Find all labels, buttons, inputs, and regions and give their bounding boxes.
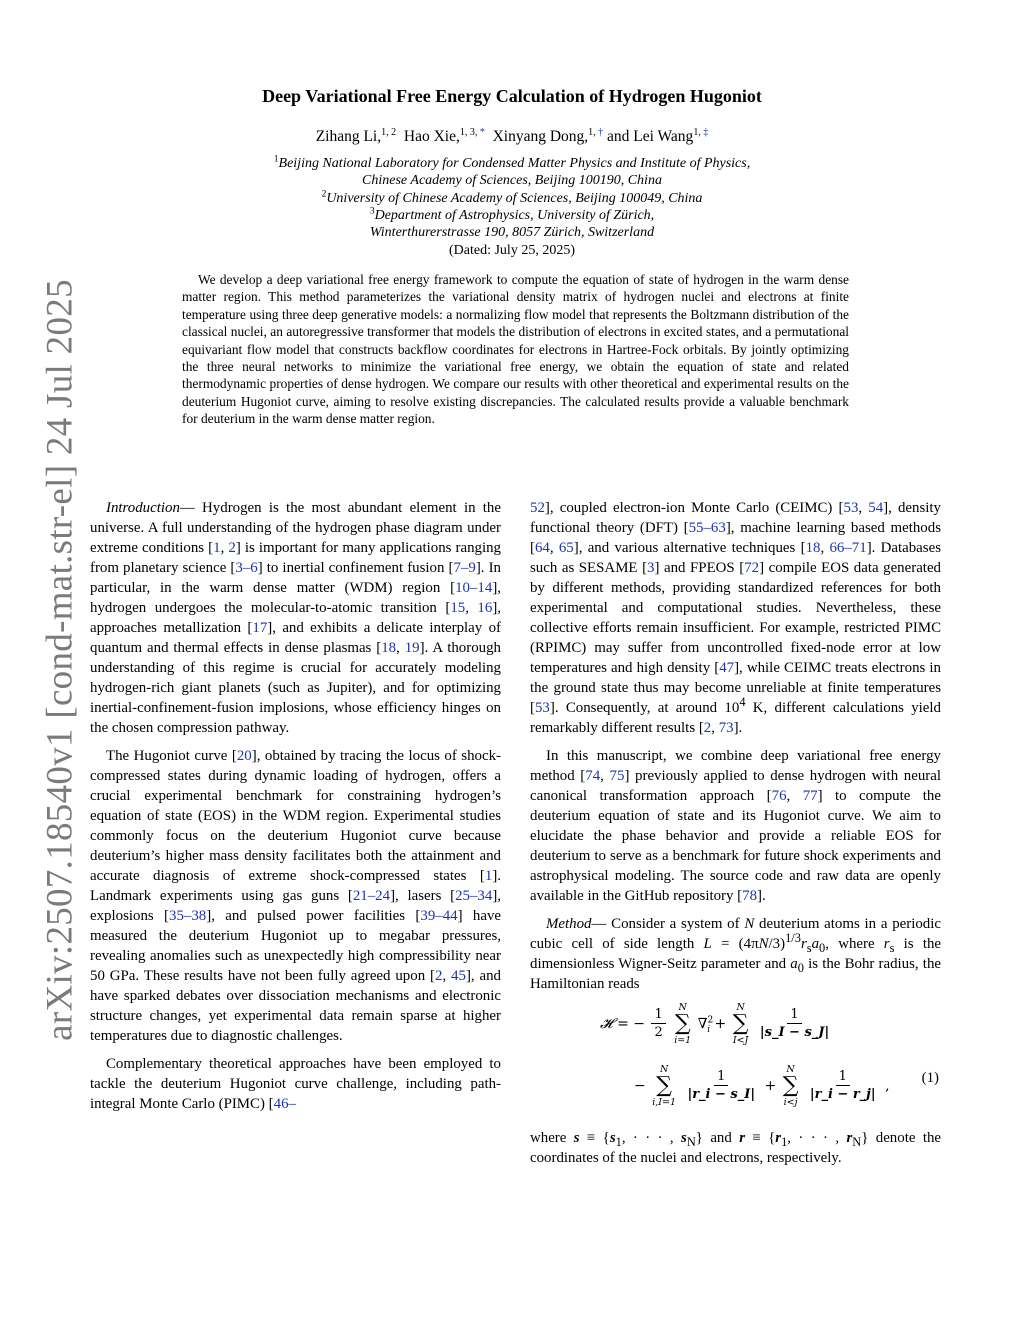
math-symbol: a — [811, 936, 820, 952]
citation-link[interactable]: 45 — [451, 968, 466, 984]
equation-comma: , — [885, 1078, 890, 1094]
text-run: ]. Landmark experiments using gas guns [ — [90, 868, 501, 904]
fraction-electron-repulsion: $\frac{1}{|r\_i - r\_j|}$ — [809, 1068, 876, 1102]
citation-link[interactable]: 46– — [273, 1096, 296, 1112]
text-run: 1/3 — [785, 931, 801, 946]
citation-link[interactable]: 17 — [252, 620, 268, 636]
text-run: K, different calculations yield remarkably different results [ — [530, 700, 941, 736]
text-run: ], and pulsed power facilities [ — [206, 908, 421, 924]
math-vector: r — [846, 1130, 853, 1146]
citation-link[interactable]: 18 — [381, 640, 397, 656]
citation-link[interactable]: 53 — [843, 500, 859, 516]
sum-nuclei-pairs: N ∑ I<J — [732, 1002, 749, 1046]
math-symbol: N — [744, 916, 755, 932]
text-run: = (4π — [711, 936, 759, 952]
text-run: , — [600, 768, 610, 784]
equation-line-1 — [600, 1002, 834, 1046]
text-run: ] to inertial confinement fusion [ — [257, 560, 454, 576]
text-run: , — [786, 788, 803, 804]
citation-link[interactable]: 72 — [744, 560, 760, 576]
citation-link[interactable]: 54 — [868, 500, 884, 516]
text-run: ]. A thorough understanding of this regime is crucial for accurately modeling hydrogen-rich giant planets (such as Jupiter), and for optimizing inertial-confinement-fusion implosions, whose efficiency hinges on the chosen compression pathway. — [90, 640, 501, 736]
affiliation-1-line2: Chinese Academy of Sciences, Beijing 100190, China — [362, 173, 662, 188]
citation-link[interactable]: 2 — [434, 968, 443, 984]
text-run: } denote the coordinates of the nuclei and electrons, respectively. — [530, 1130, 942, 1166]
text-run: — Consider a system of — [591, 916, 745, 932]
math-vector: s — [573, 1130, 580, 1146]
text-run: ] compile EOS data generated by different methods, providing standardized references for both experimental and computational studies. Nevertheless, these collective efforts remain insufficient. For example, restricted PIMC (RPIMC) may suffer from uncontrolled fixed-node error at low temperatures and high density [ — [530, 560, 941, 676]
citation-link[interactable]: 73 — [718, 720, 734, 736]
method-paragraph — [530, 914, 941, 994]
author-4-affil: 1, — [693, 126, 704, 138]
fraction-electron-nucleus: $\frac{1}{|r\_i - s\_I|}$ — [687, 1068, 756, 1102]
text-run: ≡ { — [744, 1130, 776, 1146]
text-run: N — [852, 1134, 862, 1149]
author-2-footnote-mark[interactable]: * — [479, 126, 485, 138]
text-run: The Hugoniot curve [ — [106, 748, 237, 764]
citation-link[interactable]: 1 — [484, 868, 493, 884]
citation-link[interactable]: 19 — [404, 640, 420, 656]
text-run: 0 — [797, 960, 804, 975]
affiliation-2-line1: University of Chinese Academy of Sciences, Beijing 100049, China — [326, 191, 703, 206]
sum-electron-pairs: N ∑ i<j — [782, 1064, 799, 1108]
affiliation-3-line2: Winterthurerstrasse 190, 8057 Zürich, Switzerland — [369, 225, 655, 240]
affiliation-1 — [150, 155, 874, 189]
text-run: ] is important for many applications ranging from planetary science [ — [90, 540, 501, 576]
citation-link[interactable]: 3–6 — [235, 560, 258, 576]
text-run: /3) — [768, 936, 786, 952]
text-run: ]. — [733, 720, 743, 736]
sum-electrons-kinetic: N ∑ i=1 — [674, 1002, 692, 1046]
text-run: N — [686, 1134, 696, 1149]
text-run: ], hydrogen undergoes the molecular-to-atomic transition [ — [90, 580, 501, 616]
text-run: ]. Consequently, at around 10 — [549, 700, 740, 716]
citation-link[interactable]: 15 — [450, 600, 466, 616]
author-2: Hao Xie, — [403, 128, 460, 145]
text-run: , — [465, 600, 478, 616]
laplacian: ∇$^2_i$ — [697, 1015, 714, 1035]
author-3-affil: 1, — [588, 126, 599, 138]
text-run: , — [396, 640, 405, 656]
manuscript-paragraph — [530, 746, 941, 906]
citation-link[interactable]: 47 — [719, 660, 735, 676]
text-run: , — [442, 968, 452, 984]
plus-sign: + — [714, 1016, 727, 1032]
text-run: ], approaches metallization [ — [90, 600, 501, 636]
hamiltonian-equation — [530, 1002, 941, 1120]
citation-link[interactable]: 64 — [534, 540, 550, 556]
author-3-footnote-mark[interactable]: † — [598, 126, 604, 138]
text-run: Complementary theoretical approaches have been employed to tackle the deuterium Hugoniot curve challenge, including path-integral Monte Carlo (PIMC) [ — [90, 1056, 501, 1112]
citation-link[interactable]: 25–34 — [455, 888, 493, 904]
text-run: , · · · , — [787, 1130, 847, 1146]
text-run: , where — [825, 936, 884, 952]
citation-link[interactable]: 65 — [558, 540, 574, 556]
text-run: ]. Databases such as SESAME [ — [530, 540, 941, 576]
citation-link[interactable]: 7–9 — [453, 560, 476, 576]
citation-link[interactable]: 76 — [771, 788, 787, 804]
math-vector: r — [775, 1130, 782, 1146]
text-run: ]. — [757, 888, 766, 904]
citation-link[interactable]: 74 — [585, 768, 601, 784]
text-run: ≡ { — [579, 1130, 610, 1146]
author-4-footnote-mark[interactable]: ‡ — [703, 126, 709, 138]
citation-link[interactable]: 1 — [213, 540, 221, 556]
intro-paragraph-3-continued — [530, 498, 941, 738]
citation-link[interactable]: 66–71 — [829, 540, 867, 556]
math-symbol: L — [703, 936, 712, 952]
author-1: Zihang Li, — [315, 128, 382, 145]
text-run: ] have measured the deuterium Hugoniot up to megabar pressures, revealing anomalies such as unexpectedly high compressibility near 50 GPa. These results have not been fully agreed upon [ — [90, 908, 502, 984]
affiliation-2 — [150, 190, 874, 207]
text-run: ]. In particular, in the warm dense matter (WDM) region [ — [90, 560, 501, 596]
abstract-text: We develop a deep variational free energy framework to compute the equation of state of hydrogen in the warm dense matter region. This method parameterizes the variational density matrix of hydrogen nuclei and electrons at finite temperature using three deep generative models: a normalizing flow model that represents the Boltzmann distribution of the classical nuclei, an autoregressive transformer that models the distribution of electrons in excited states, and a permutational equivariant flow model that constructs backflow coordinates for electrons in Hartree-Fock orbitals. By jointly optimizing the three neural networks to minimize the variational free energy, we obtain the equation of state and related thermodynamic properties of dense hydrogen. We compare our results with other theoretical and experimental results on the deuterium Hugoniot curve, aiming to resolve existing discrepancies. The calculated results provide a valuable benchmark for deuterium in the warm dense matter region. — [182, 272, 849, 427]
text-run: ] to compute the deuterium equation of state and its Hugoniot curve. We aim to elucidate the phase behavior and provide a reliable EOS for deuterium to serve as a benchmark for future shock experiments and astrophysical modeling. The source code and raw data are openly available in the GitHub repository [ — [530, 788, 941, 904]
sum-electron-nucleus: N ∑ i,I=1 — [652, 1064, 677, 1108]
equation-line-2 — [634, 1064, 890, 1108]
text-run: deuterium atoms in a periodic cubic cell of side length — [530, 916, 941, 952]
fraction-nuclei-repulsion: $\frac{1}{|s\_I - s\_J|}$ — [759, 1006, 830, 1040]
citation-link[interactable]: 55–63 — [688, 520, 726, 536]
citation-link[interactable]: 2 — [228, 540, 236, 556]
coordinates-paragraph — [530, 1128, 941, 1168]
arxiv-identifier: arXiv:2507.18540v1 [cond-mat.str-el] 24 Jul 2025 — [39, 279, 81, 1041]
author-1-affil: 1, 2 — [381, 126, 397, 138]
text-run: , — [220, 540, 229, 556]
text-run: ] previously applied to dense hydrogen with neural canonical transformation approach [ — [530, 768, 941, 804]
citation-link[interactable]: 77 — [802, 788, 818, 804]
citation-link[interactable]: 16 — [477, 600, 493, 616]
citation-link[interactable]: 3 — [647, 560, 655, 576]
text-run: is the Bohr radius, the Hamiltonian reads — [530, 956, 941, 992]
equation-number: (1) — [921, 1070, 939, 1086]
affiliation-1-line1: Beijing National Laboratory for Condensed Matter Physics and Institute of Physics, — [278, 156, 751, 171]
affiliation-1-number: 1 — [273, 154, 279, 165]
text-run: , — [711, 720, 719, 736]
text-run: , — [549, 540, 559, 556]
affiliation-2-number: 2 — [321, 189, 327, 200]
affiliation-3-line1: Department of Astrophysics, University of Zürich, — [374, 208, 655, 223]
citation-link[interactable]: 35–38 — [169, 908, 207, 924]
paper-title: Deep Variational Free Energy Calculation of Hydrogen Hugoniot — [262, 86, 762, 106]
text-run: ], explosions [ — [90, 888, 501, 924]
citation-link[interactable]: 21–24 — [352, 888, 391, 904]
equation-lhs: 𝓗 = − — [600, 1016, 645, 1032]
left-column — [90, 498, 501, 1122]
text-run: , — [820, 540, 830, 556]
run-in-heading: Method — [546, 916, 592, 932]
citation-link[interactable]: 20 — [236, 748, 252, 764]
citation-link[interactable]: 52 — [530, 500, 545, 516]
math-vector: s — [609, 1130, 616, 1146]
right-column — [530, 498, 941, 1176]
affiliation-3 — [150, 207, 874, 241]
text-run: In this manuscript, we combine deep variational free energy method [ — [530, 748, 941, 784]
text-run: ], while CEIMC treats electrons in the ground state thus may become unreliable at finite temperatures [ — [530, 660, 941, 716]
text-run: ], obtained by tracing the locus of shock-compressed states during dynamic loading of hydrogen, offers a crucial experimental benchmark for constraining hydrogen’s equation of state (EOS) in the WDM region. Experimental studies commonly focus on the deuterium Hugoniot curve because deuterium’s higher mass density facilitates both the attainment and accurate diagnosis of extreme shock-compressed states [ — [90, 748, 501, 884]
author-3: Xinyang Dong, — [492, 128, 589, 145]
math-symbol: a — [790, 956, 798, 972]
text-run: 1 — [781, 1134, 788, 1149]
text-run: , · · · , — [621, 1130, 682, 1146]
author-2-affil: 1, 3, — [459, 126, 480, 138]
math-vector: s — [681, 1130, 687, 1146]
text-run: , — [858, 500, 869, 516]
text-run: } and — [695, 1130, 740, 1146]
plus-sign-2: + — [764, 1078, 777, 1094]
math-symbol: N — [758, 936, 769, 952]
math-symbol: r — [800, 936, 807, 952]
minus-sign: − — [634, 1078, 646, 1094]
author-4: and Lei Wang — [607, 128, 694, 145]
text-run: ], and have sparked debates over dissociation mechanisms and electronic structure changes, yet experimental data remain sparse at higher temperatures due to diagnostic challenges. — [90, 968, 501, 1044]
citation-link[interactable]: 53 — [534, 700, 550, 716]
abstract — [182, 271, 849, 428]
text-run: is the dimensionless Wigner-Seitz parameter and — [530, 936, 942, 972]
affiliation-3-number: 3 — [369, 206, 375, 217]
date-line: (Dated: July 25, 2025) — [449, 243, 575, 258]
run-in-heading: Introduction — [106, 500, 180, 516]
text-run: ], lasers [ — [390, 888, 456, 904]
intro-paragraph-1 — [90, 498, 501, 738]
text-run: — Hydrogen is the most abundant element in the universe. A full understanding of the hydrogen phase diagram under extreme conditions [ — [90, 500, 501, 556]
text-run: 1 — [615, 1134, 622, 1149]
intro-paragraph-3 — [90, 1054, 501, 1114]
text-run: where — [530, 1130, 574, 1146]
text-run: ], machine learning based methods [ — [530, 520, 941, 556]
text-run: s — [806, 940, 812, 955]
text-run: ], and various alternative techniques [ — [573, 540, 806, 556]
math-vector: r — [739, 1130, 745, 1146]
citation-link[interactable]: 2 — [703, 720, 712, 736]
text-run: ], coupled electron-ion Monte Carlo (CEIMC) [ — [544, 500, 844, 516]
math-symbol: r — [883, 936, 890, 952]
fraction-half: $\frac{1}{2}$ — [651, 1007, 665, 1042]
citation-link[interactable]: 75 — [609, 768, 625, 784]
text-run: 4 — [739, 695, 746, 710]
author-list — [150, 128, 874, 146]
text-run: ], and exhibits a delicate interplay of quantum and thermal effects in dense plasmas [ — [90, 620, 502, 656]
text-run: ] and FPEOS [ — [654, 560, 745, 576]
text-run: s — [889, 940, 895, 955]
intro-paragraph-2 — [90, 746, 501, 1046]
citation-link[interactable]: 78 — [742, 888, 758, 904]
text-run: 0 — [819, 940, 826, 955]
citation-link[interactable]: 18 — [805, 540, 821, 556]
citation-link[interactable]: 10–14 — [455, 580, 493, 596]
citation-link[interactable]: 39–44 — [420, 908, 458, 924]
text-run: ], density functional theory (DFT) [ — [530, 500, 941, 536]
